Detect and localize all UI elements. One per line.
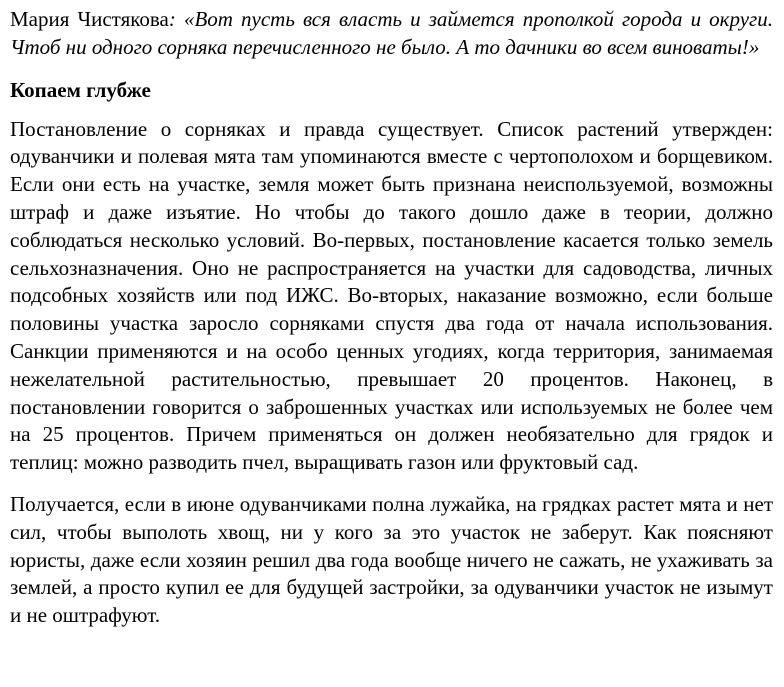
quote-paragraph xyxy=(10,6,773,62)
body-paragraph-1: Постановление о сорняках и правда существует. Список растений утвержден: одуванчики и полевая мята там упоминаются вместе с чертополохом и борщевиком. Если они есть на участке, земля может быть признана неиспользуемой, возможны штраф и даже изъятие. Но чтобы до такого дошло даже в теории, должно соблюдаться несколько условий. Во-первых, постановление касается только земель сельхозназначения. Оно не распространяется на участки для садоводства, личных подсобных хозяйств или под ИЖС. Во-вторых, наказание возможно, если больше половины участка заросло сорняками спустя два года от начала использования. Санкции применяются и на особо ценных угодиях, когда территория, занимаемая нежелательной растительностью, превышает 20 процентов. Наконец, в постановлении говорится о заброшенных участках или используемых не более чем на 25 процентов. Причем применяться он должен необязательно для грядок и теплиц: можно разводить пчел, выращивать газон или фруктовый сад. xyxy=(10,116,773,475)
quote-separator: : xyxy=(168,7,184,31)
section-heading: Копаем глубже xyxy=(10,77,151,102)
body-paragraph-2: Получается, если в июне одуванчиками полна лужайка, на грядках растет мята и нет сил, чтобы выполоть хвощ, ни у кого за это участок не заберут. Как поясняют юристы, даже если хозяин решил два года вообще ничего не сажать, не ухаживать за землей, а просто купил ее для будущей застройки, за одуванчики участок не изымут и не оштрафуют. xyxy=(10,491,773,628)
quote-speaker: Мария Чистякова xyxy=(10,7,169,31)
quote-text: «Вот пусть вся власть и займется прополкой города и округи. Чтоб ни одного сорняка перечисленного не было. А то дачники во всем виноваты!» xyxy=(10,7,773,59)
